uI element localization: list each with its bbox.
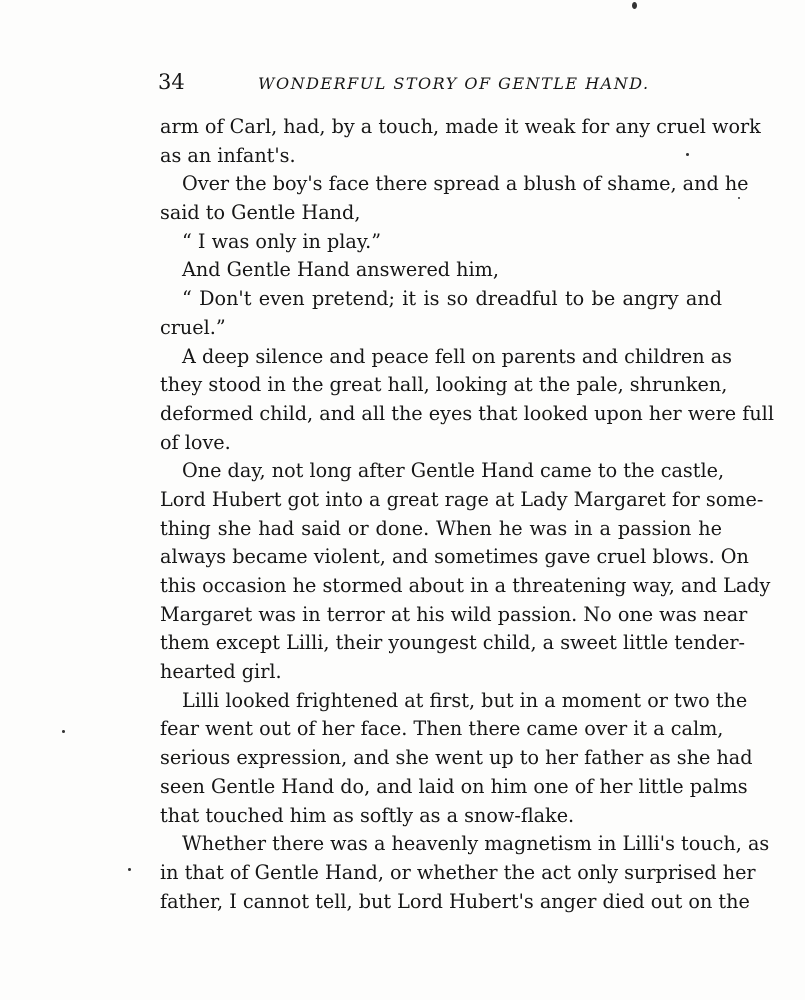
- page-number: 34: [158, 70, 185, 94]
- text-line: this occasion he stormed about in a threatening way, and Lady: [160, 574, 771, 597]
- scan-speck: [686, 153, 689, 156]
- text-line: fear went out of her face. Then there came over it a calm,: [160, 717, 724, 741]
- text-line: Margaret was in terror at his wild passion. No one was near: [160, 602, 748, 626]
- scan-speck: [738, 197, 740, 199]
- scan-speck: [62, 730, 65, 733]
- running-title: WONDERFUL STORY OF GENTLE HAND.: [258, 74, 650, 93]
- text-line: One day, not long after Gentle Hand came to the castle,: [182, 459, 725, 483]
- text-line: “ Don't even pretend; it is so dreadful to be angry and: [182, 287, 722, 311]
- body-text: [160, 113, 774, 916]
- text-line: that touched him as softly as a snow-flake.: [160, 803, 575, 827]
- scan-speck: [128, 868, 131, 871]
- text-line: Lilli looked frightened at first, but in a moment or two the: [182, 688, 748, 712]
- text-line: cruel.”: [160, 315, 226, 339]
- text-line: always became violent, and sometimes gave cruel blows. On: [160, 545, 749, 569]
- text-line: of love.: [160, 430, 231, 454]
- text-line: said to Gentle Hand,: [160, 201, 361, 225]
- text-line: thing she had said or done. When he was in a passion he: [160, 516, 722, 540]
- text-line: serious expression, and she went up to her father as she had: [160, 746, 753, 770]
- text-line: they stood in the great hall, looking at the pale, shrunken,: [160, 373, 728, 397]
- text-line: father, I cannot tell, but Lord Hubert's anger died out on the: [160, 889, 750, 913]
- text-line: Lord Hubert got into a great rage at Lady Margaret for some-: [160, 487, 764, 511]
- scan-speck: [632, 2, 637, 9]
- text-line: as an infant's.: [160, 143, 296, 167]
- page-header: [158, 70, 728, 100]
- text-line: And Gentle Hand answered him,: [182, 258, 499, 282]
- text-line: Whether there was a heavenly magnetism in Lilli's touch, as: [182, 832, 770, 856]
- text-line: them except Lilli, their youngest child, a sweet little tender-: [160, 631, 745, 655]
- text-line: seen Gentle Hand do, and laid on him one of her little palms: [160, 774, 748, 798]
- text-line: in that of Gentle Hand, or whether the act only surprised her: [160, 860, 756, 884]
- text-line: hearted girl.: [160, 660, 282, 684]
- text-line: arm of Carl, had, by a touch, made it weak for any cruel work: [160, 115, 761, 138]
- text-line: “ I was only in play.”: [182, 229, 382, 253]
- text-line: Over the boy's face there spread a blush of shame, and he: [182, 172, 749, 196]
- text-line: A deep silence and peace fell on parents and children as: [182, 344, 733, 368]
- text-line: deformed child, and all the eyes that looked upon her were full: [160, 401, 774, 425]
